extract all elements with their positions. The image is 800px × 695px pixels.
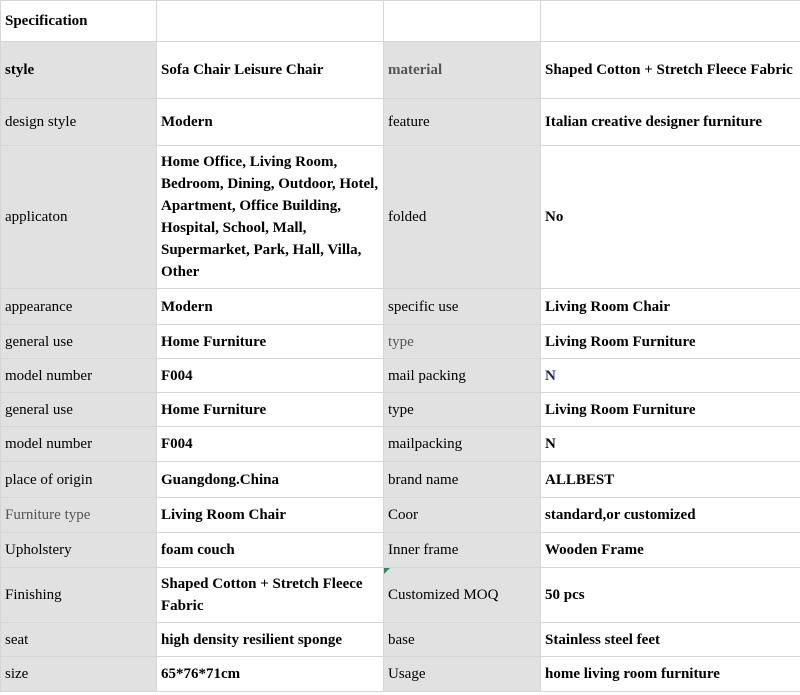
upholstery-label: Upholstery xyxy=(1,533,157,568)
table-row xyxy=(1,393,800,427)
design-style-label: design style xyxy=(1,99,157,146)
specification-heading: Specification xyxy=(1,1,157,42)
customized-moq-text: Customized MOQ xyxy=(388,587,499,603)
type-label: type xyxy=(384,325,541,359)
table-row xyxy=(1,99,800,146)
material-label: material xyxy=(384,42,541,99)
furniture-type-value: Living Room Chair xyxy=(157,498,384,533)
brand-name-label: brand name xyxy=(384,462,541,498)
table-row xyxy=(1,42,800,99)
style-value: Sofa Chair Leisure Chair xyxy=(157,42,384,99)
style-label: style xyxy=(1,42,157,99)
folded-label: folded xyxy=(384,146,541,289)
upholstery-value: foam couch xyxy=(157,533,384,568)
mailpacking-value: N xyxy=(541,427,800,462)
general-use-value: Home Furniture xyxy=(157,393,384,427)
table-row xyxy=(1,462,800,498)
model-number-label: model number xyxy=(1,427,157,462)
place-of-origin-label: place of origin xyxy=(1,462,157,498)
general-use-label: general use xyxy=(1,393,157,427)
folded-value: No xyxy=(541,146,800,289)
mailpacking-label: mailpacking xyxy=(384,427,541,462)
base-label: base xyxy=(384,623,541,657)
table-row xyxy=(1,359,800,393)
application-label: applicaton xyxy=(1,146,157,289)
inner-frame-value: Wooden Frame xyxy=(541,533,800,568)
specific-use-label: specific use xyxy=(384,289,541,325)
specific-use-value: Living Room Chair xyxy=(541,289,800,325)
application-value: Home Office, Living Room, Bedroom, Dining, Outdoor, Hotel, Apartment, Office Building, Hospital, School, Mall, Supermarket, Park, Hall, Villa, Other xyxy=(157,146,384,289)
table-row xyxy=(1,657,800,692)
table-row xyxy=(1,498,800,533)
type-label: type xyxy=(384,393,541,427)
usage-label: Usage xyxy=(384,657,541,692)
seat-value: high density resilient sponge xyxy=(157,623,384,657)
header-row xyxy=(1,1,800,42)
size-label: size xyxy=(1,657,157,692)
material-value: Shaped Cotton + Stretch Fleece Fabric xyxy=(541,42,800,99)
base-value: Stainless steel feet xyxy=(541,623,800,657)
mail-packing-label: mail packing xyxy=(384,359,541,393)
feature-label: feature xyxy=(384,99,541,146)
brand-name-value: ALLBEST xyxy=(541,462,800,498)
customized-moq-value: 50 pcs xyxy=(541,568,800,623)
model-number-value: F004 xyxy=(157,359,384,393)
general-use-value: Home Furniture xyxy=(157,325,384,359)
type-value: Living Room Furniture xyxy=(541,325,800,359)
table-row xyxy=(1,568,800,623)
header-empty-cell xyxy=(157,1,384,42)
table-row xyxy=(1,623,800,657)
appearance-label: appearance xyxy=(1,289,157,325)
inner-frame-label: Inner frame xyxy=(384,533,541,568)
finishing-label: Finishing xyxy=(1,568,157,623)
finishing-value: Shaped Cotton + Stretch Fleece Fabric xyxy=(157,568,384,623)
type-value: Living Room Furniture xyxy=(541,393,800,427)
mail-packing-value: N xyxy=(541,359,800,393)
table-row xyxy=(1,289,800,325)
header-empty-cell xyxy=(541,1,800,42)
table-row xyxy=(1,533,800,568)
customized-moq-label xyxy=(384,568,541,623)
usage-value: home living room furniture xyxy=(541,657,800,692)
furniture-type-label: Furniture type xyxy=(1,498,157,533)
color-value: standard,or customized xyxy=(541,498,800,533)
color-label: Coor xyxy=(384,498,541,533)
header-empty-cell xyxy=(384,1,541,42)
seat-label: seat xyxy=(1,623,157,657)
table-row xyxy=(1,146,800,289)
feature-value: Italian creative designer furniture xyxy=(541,99,800,146)
design-style-value: Modern xyxy=(157,99,384,146)
general-use-label: general use xyxy=(1,325,157,359)
place-of-origin-value: Guangdong.China xyxy=(157,462,384,498)
table-row xyxy=(1,325,800,359)
model-number-label: model number xyxy=(1,359,157,393)
comment-marker-icon xyxy=(384,568,390,574)
table-row xyxy=(1,427,800,462)
appearance-value: Modern xyxy=(157,289,384,325)
size-value: 65*76*71cm xyxy=(157,657,384,692)
model-number-value: F004 xyxy=(157,427,384,462)
